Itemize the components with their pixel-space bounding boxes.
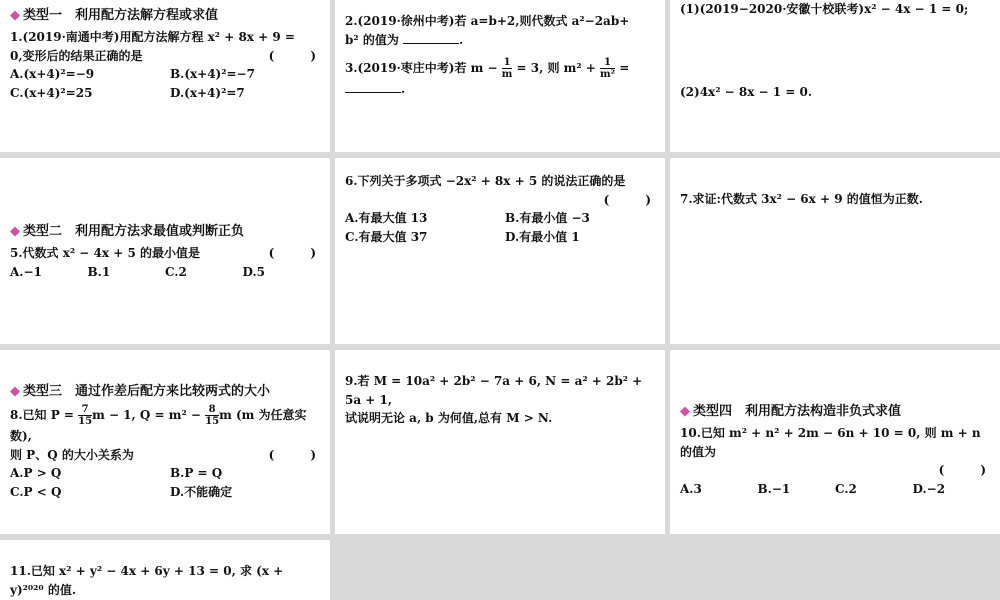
fraction: $\frac{7}{15}$ <box>78 404 93 428</box>
option-c: C.2 <box>165 264 187 279</box>
question-9-line-2: 试说明无论 a, b 为何值,总有 M > N. <box>345 411 553 426</box>
card-type-three <box>0 350 330 534</box>
option-d: D.有最小值 1 <box>505 229 580 244</box>
card-type-four <box>670 350 1000 534</box>
answer-blank <box>345 92 401 93</box>
question-1-line-1: 1.(2019·南通中考)用配方法解方程 x² + 8x + 9 = <box>10 30 295 45</box>
card-type-one <box>0 0 330 152</box>
card-questions-2-3 <box>335 0 665 152</box>
answer-blank <box>403 43 459 44</box>
option-c: C.有最大值 37 <box>345 229 428 244</box>
fraction: $\frac{1}{\text{m²}}$ <box>600 57 616 81</box>
question-4-part-2: (2)4x² − 8x − 1 = 0. <box>680 84 813 99</box>
option-c: C.(x+4)²=25 <box>10 85 93 100</box>
question-11: 11.已知 x² + y² − 4x + 6y + 13 = 0, 求 (x + y)²⁰²⁰ 的值. <box>10 564 284 597</box>
card-type-two <box>0 158 330 344</box>
question-5-options <box>10 263 320 282</box>
option-a: A.−1 <box>10 264 42 279</box>
option-a: A.(x+4)²=−9 <box>10 67 95 82</box>
card-question-6 <box>335 158 665 344</box>
diamond-icon: ◆ <box>680 404 690 419</box>
option-d: D.5 <box>242 264 266 279</box>
option-d: D.−2 <box>912 481 946 496</box>
answer-bracket: ( ) <box>603 192 655 207</box>
option-a: A.3 <box>680 481 702 496</box>
option-a: A.P > Q <box>10 466 62 481</box>
section-heading: ◆ 类型二 利用配方法求最值或判断正负 <box>10 224 245 239</box>
question-8-options <box>10 464 320 501</box>
option-b: B.(x+4)²=−7 <box>170 67 255 82</box>
diamond-icon: ◆ <box>10 224 20 239</box>
answer-bracket: ( ) <box>268 246 320 261</box>
option-d: D.不能确定 <box>170 484 233 499</box>
card-question-7 <box>670 158 1000 344</box>
card-question-9 <box>335 350 665 534</box>
option-a: A.有最大值 13 <box>345 211 428 226</box>
option-d: D.(x+4)²=7 <box>170 85 245 100</box>
question-10: 10.已知 m² + n² + 2m − 6n + 10 = 0, 则 m + n 的值为 <box>680 426 981 459</box>
section-heading: ◆ 类型三 通过作差后配方来比较两式的大小 <box>10 384 271 399</box>
question-5: 5.代数式 x² − 4x + 5 的最小值是 ( ) <box>10 244 320 263</box>
section-heading: ◆ 类型一 利用配方法解方程或求值 <box>10 8 219 23</box>
question-2-line-1: 2.(2019·徐州中考)若 a=b+2,则代数式 a²−2ab+ <box>345 14 630 28</box>
card-question-4-parts <box>670 0 1000 152</box>
section-heading: ◆ 类型四 利用配方法构造非负式求值 <box>680 404 902 419</box>
question-1-options <box>10 65 320 102</box>
answer-bracket: ( ) <box>268 447 320 462</box>
fraction: $\frac{8}{15}$ <box>205 404 220 428</box>
question-2-line-2: b² 的值为 . <box>345 32 464 47</box>
card-question-11 <box>0 540 330 600</box>
fraction: $\frac{1}{m}$ <box>501 57 513 81</box>
diamond-icon: ◆ <box>10 384 20 399</box>
question-7: 7.求证:代数式 3x² − 6x + 9 的值恒为正数. <box>680 192 923 206</box>
answer-bracket: ( ) <box>938 463 990 478</box>
question-6: 6.下列关于多项式 −2x² + 8x + 5 的说法正确的是 <box>345 174 626 188</box>
question-1-line-2: 0,变形后的结果正确的是 ( ) <box>10 47 320 66</box>
option-b: B.−1 <box>757 481 791 496</box>
option-b: B.有最小值 −3 <box>505 211 590 226</box>
option-c: C.P < Q <box>10 484 62 499</box>
question-10-options <box>680 480 990 499</box>
question-10-bracket-line <box>680 461 990 480</box>
question-8-line-1: 8.已知 P = $\frac{7}{15}$ m − 1, Q = m² − $\frac{8}{15}$ m (m 为任意实数), <box>10 404 307 444</box>
question-3: 3.(2019·枣庄中考)若 m − $\frac{1}{m}$ = 3, 则 m² + $\frac{1}{\text{m²}}$ = <box>345 57 630 81</box>
diamond-icon: ◆ <box>10 8 20 23</box>
option-c: C.2 <box>835 481 857 496</box>
option-b: B.P = Q <box>170 466 223 481</box>
question-4-part-1: (1)(2019−2020·安徽十校联考)x² − 4x − 1 = 0; <box>680 2 969 16</box>
question-6-options <box>345 209 655 246</box>
answer-bracket: ( ) <box>268 48 320 63</box>
question-8-line-2: 则 P、Q 的大小关系为 ( ) <box>10 446 320 465</box>
option-b: B.1 <box>87 264 111 279</box>
question-3-blank-line: . <box>345 80 655 99</box>
question-6-bracket-line <box>345 191 655 210</box>
question-9-line-1: 9.若 M = 10a² + 2b² − 7a + 6, N = a² + 2b² + 5a + 1, <box>345 374 643 407</box>
